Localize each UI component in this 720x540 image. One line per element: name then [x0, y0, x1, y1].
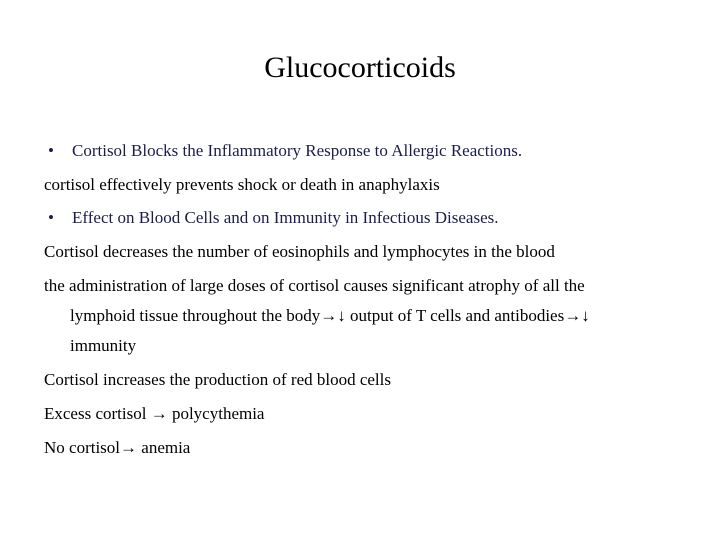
bullet-dot-icon: •	[48, 141, 54, 160]
text-line-anaphylaxis: cortisol effectively prevents shock or death in anaphylaxis	[44, 175, 440, 194]
bullet-text: Effect on Blood Cells and on Immunity in Infectious Diseases.	[72, 208, 499, 227]
text-line: lymphoid tissue throughout the body→↓ output of T cells and antibodies→↓	[70, 306, 590, 325]
text-line-red-cells: Cortisol increases the production of red blood cells	[44, 370, 391, 389]
bullet-dot-icon: •	[48, 208, 54, 227]
bullet-item-allergic	[44, 136, 684, 166]
bullet-text: Cortisol Blocks the Inflammatory Response to Allergic Reactions.	[72, 141, 523, 160]
text-line-anemia: No cortisol→ anemia	[44, 438, 191, 457]
text-paragraph-atrophy	[44, 271, 684, 361]
text-line: immunity	[70, 336, 137, 355]
text-line: the administration of large doses of cortisol causes significant atrophy of all the	[44, 276, 585, 295]
bullet-item-immunity	[44, 203, 684, 233]
text-line-polycythemia: Excess cortisol → polycythemia	[44, 404, 265, 423]
slide-body	[44, 136, 684, 463]
text-line-eosinophils: Cortisol decreases the number of eosinophils and lymphocytes in the blood	[44, 242, 555, 261]
slide-title: Glucocorticoids	[264, 51, 456, 84]
